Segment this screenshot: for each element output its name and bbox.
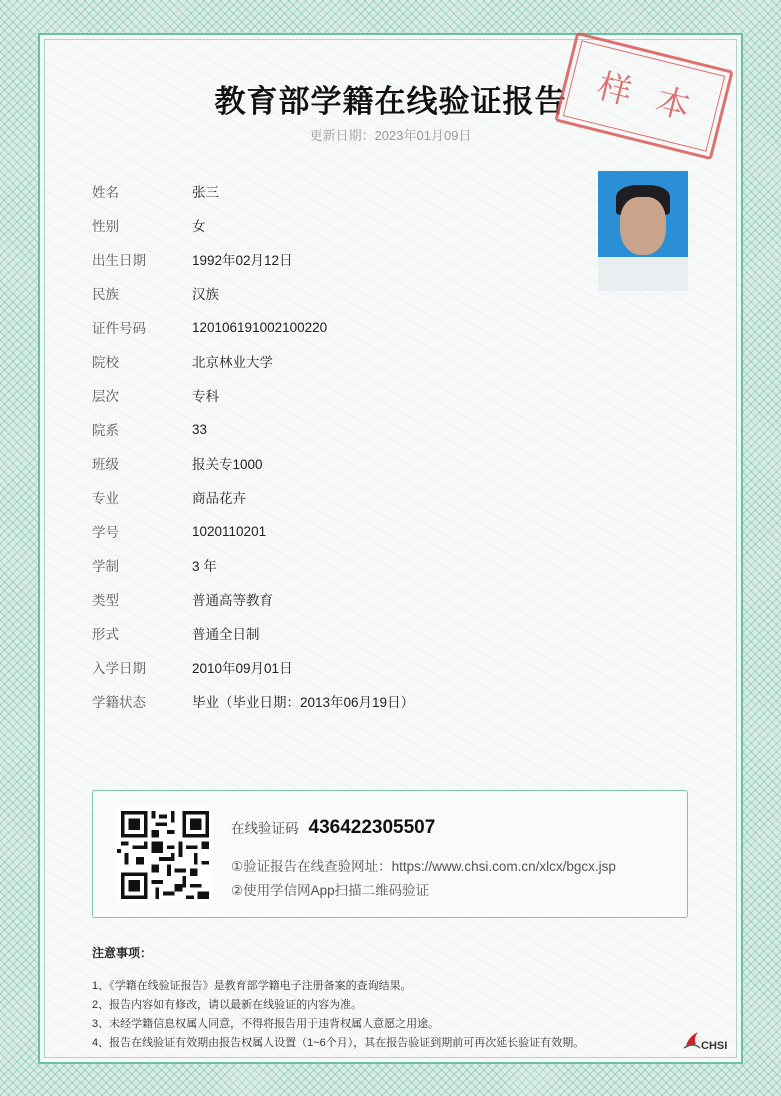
update-date: 更新日期：2023年01月09日 <box>309 128 472 143</box>
note-item: 2、报告内容如有修改，请以最新在线验证的内容为准。 <box>92 999 363 1011</box>
field-value: 普通高等教育 <box>192 593 273 608</box>
field-row <box>92 242 414 276</box>
field-row <box>92 650 414 684</box>
qr-code-icon[interactable] <box>117 807 213 903</box>
field-row <box>92 208 414 242</box>
field-label: 类型 <box>92 593 119 608</box>
notes-section <box>92 944 692 1053</box>
verification-box <box>92 790 688 918</box>
note-item: 1、《学籍在线验证报告》是教育部学籍电子注册备案的查询结果。 <box>92 980 412 992</box>
field-value: 120106191002100220 <box>192 319 328 335</box>
field-row <box>92 276 414 310</box>
field-label: 姓名 <box>92 185 119 200</box>
field-value: 商品花卉 <box>192 491 246 506</box>
field-label: 院校 <box>92 355 119 370</box>
field-row <box>92 480 414 514</box>
field-row <box>92 684 414 718</box>
verification-code: 436422305507 <box>308 817 436 838</box>
field-label: 出生日期 <box>92 253 146 268</box>
notes-title: 注意事项： <box>92 946 153 960</box>
field-value: 33 <box>192 421 208 437</box>
field-value: 2010年09月01日 <box>192 661 293 676</box>
field-row <box>92 548 414 582</box>
note-item: 4、报告在线验证有效期由报告权属人设置（1~6个月），其在报告验证到期前可再次延长验证有效期。 <box>92 1037 585 1049</box>
field-row <box>92 616 414 650</box>
note-item: 3、未经学籍信息权属人同意，不得将报告用于违背权属人意愿之用途。 <box>92 1018 440 1030</box>
student-info <box>92 174 414 718</box>
field-label: 学号 <box>92 525 119 540</box>
field-label: 证件号码 <box>92 321 146 336</box>
report-title: 教育部学籍在线验证报告 <box>214 84 567 119</box>
field-label: 专业 <box>92 491 119 506</box>
field-value: 报关专1000 <box>192 457 263 472</box>
field-value: 毕业（毕业日期：2013年06月19日） <box>192 695 415 710</box>
field-value: 1020110201 <box>192 523 267 539</box>
field-value: 女 <box>192 219 206 234</box>
field-value: 3 年 <box>192 559 217 574</box>
field-value: 普通全日制 <box>192 627 260 642</box>
field-label: 形式 <box>92 627 119 642</box>
field-value: 张三 <box>192 185 219 200</box>
field-row <box>92 514 414 548</box>
field-row <box>92 446 414 480</box>
verify-app-text: ②使用学信网App扫描二维码验证 <box>231 883 430 898</box>
chsi-logo-text: CHSI <box>701 1040 728 1052</box>
field-label: 班级 <box>92 457 119 472</box>
field-row <box>92 582 414 616</box>
verification-code-row <box>231 817 435 839</box>
field-row <box>92 344 414 378</box>
field-label: 性别 <box>92 219 119 234</box>
field-value: 专科 <box>192 389 219 404</box>
field-label: 层次 <box>92 389 119 404</box>
field-row <box>92 310 414 344</box>
field-label: 入学日期 <box>92 661 146 676</box>
field-label: 学籍状态 <box>92 695 146 710</box>
field-label: 学制 <box>92 559 119 574</box>
field-row <box>92 378 414 412</box>
field-row <box>92 174 414 208</box>
field-value: 1992年02月12日 <box>192 253 293 268</box>
verify-url-text: ①验证报告在线查验网址：https://www.chsi.com.cn/xlcx/bgcx.jsp <box>231 859 616 874</box>
sample-stamp-text: 样本 <box>593 66 720 135</box>
field-label: 院系 <box>92 423 119 438</box>
field-row <box>92 412 414 446</box>
field-value: 北京林业大学 <box>192 355 273 370</box>
id-photo <box>598 171 688 291</box>
field-label: 民族 <box>92 287 119 302</box>
verification-code-label: 在线验证码 <box>231 821 299 836</box>
field-value: 汉族 <box>192 287 219 302</box>
